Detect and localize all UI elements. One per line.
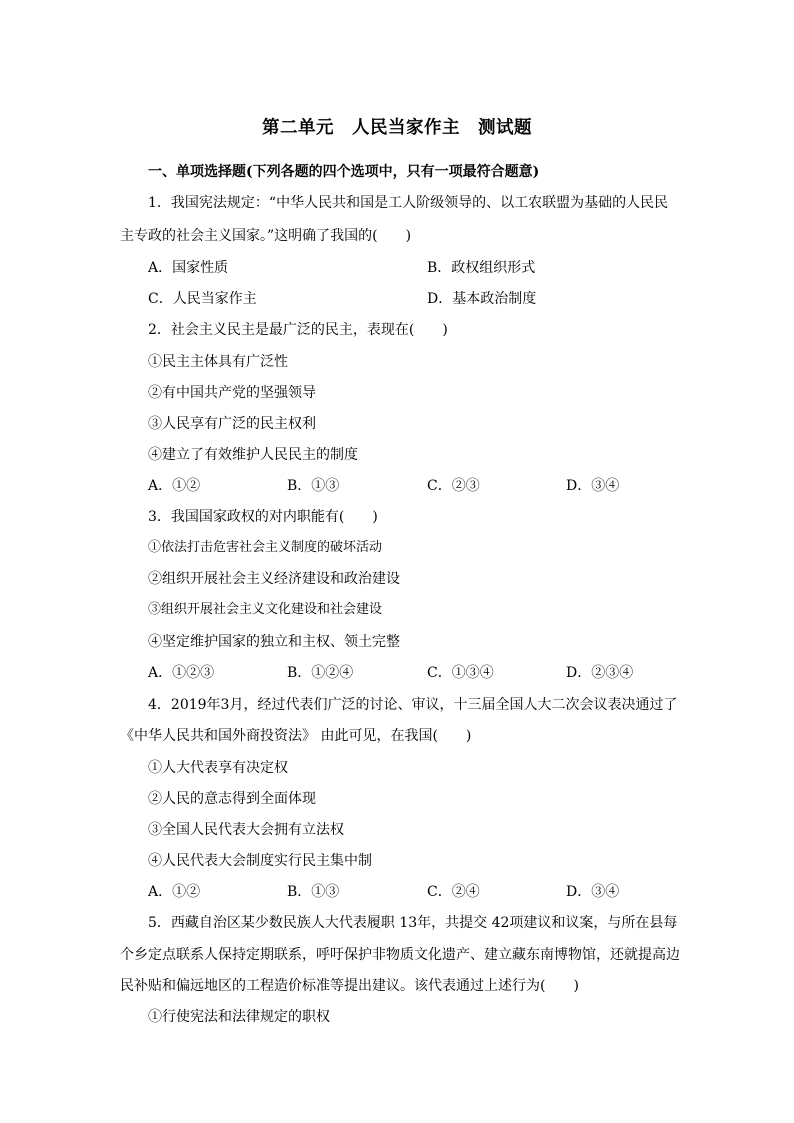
question-1-stem-line1: 1．我国宪法规定：“中华人民共和国是工人阶级领导的、以工农联盟为基础的人民民 xyxy=(148,195,669,211)
question-3-option-b: B．①②④ xyxy=(287,665,354,681)
question-5-stem-line3: 民补贴和偏远地区的工程造价标准等提出建议。该代表通过上述行为( ) xyxy=(120,978,579,994)
question-4-stem-line2: 《中华人民共和国外商投资法》 由此可见，在我国( ) xyxy=(120,728,472,744)
question-4-item-4: ④人民代表大会制度实行民主集中制 xyxy=(148,853,372,869)
section-heading: 一、单项选择题(下列各题的四个选项中，只有一项最符合题意) xyxy=(148,164,540,180)
question-2-option-c: C．②③ xyxy=(427,478,480,494)
question-2-item-2: ②有中国共产党的坚强领导 xyxy=(148,385,316,401)
question-1-stem-line2: 主专政的社会主义国家。”这明确了我国的( ) xyxy=(120,228,412,244)
question-2-option-b: B．①③ xyxy=(287,478,340,494)
question-4-item-1: ①人大代表享有决定权 xyxy=(148,760,288,776)
question-4-option-a: A．①② xyxy=(148,884,201,900)
question-5-stem-line2: 个乡定点联系人保持定期联系，呼吁保护非物质文化遗产、建立藏东南博物馆，还就提高边 xyxy=(120,947,680,963)
question-2-item-1: ①民主主体具有广泛性 xyxy=(148,354,288,370)
question-2-option-d: D．③④ xyxy=(566,478,620,494)
question-3-stem: 3．我国国家政权的对内职能有( ) xyxy=(148,509,378,525)
question-4-option-b: B．①③ xyxy=(287,884,340,900)
question-1-option-a: A．国家性质 xyxy=(148,260,229,276)
question-5-item-1: ①行使宪法和法律规定的职权 xyxy=(148,1009,330,1025)
question-1-option-c: C．人民当家作主 xyxy=(148,291,257,307)
question-2-item-4: ④建立了有效维护人民民主的制度 xyxy=(148,447,358,463)
question-1-option-d: D．基本政治制度 xyxy=(427,291,537,307)
question-4-option-d: D．③④ xyxy=(566,884,620,900)
question-3-item-3: ③组织开展社会主义文化建设和社会建设 xyxy=(148,602,383,617)
question-3-item-4: ④坚定维护国家的独立和主权、领土完整 xyxy=(148,634,400,650)
question-4-item-2: ②人民的意志得到全面体现 xyxy=(148,791,316,807)
question-3-item-2: ②组织开展社会主义经济建设和政治建设 xyxy=(148,571,400,587)
question-4-item-3: ③全国人民代表大会拥有立法权 xyxy=(148,822,344,838)
question-2-item-3: ③人民享有广泛的民主权利 xyxy=(148,416,316,432)
question-4-option-c: C．②④ xyxy=(427,884,480,900)
question-3-option-c: C．①③④ xyxy=(427,665,494,681)
question-1-option-b: B．政权组织形式 xyxy=(427,260,536,276)
question-3-option-a: A．①②③ xyxy=(148,665,215,681)
question-5-stem-line1: 5．西藏自治区某少数民族人大代表履职 13年，共提交 42项建议和议案，与所在县每 xyxy=(148,915,678,931)
question-3-item-1: ①依法打击危害社会主义制度的破坏活动 xyxy=(148,540,383,555)
page-title: 第二单元 人民当家作主 测试题 xyxy=(262,118,532,138)
question-2-stem: 2．社会主义民主是最广泛的民主，表现在( ) xyxy=(148,322,448,338)
question-4-stem-line1: 4．2019年3月，经过代表们广泛的讨论、审议，十三届全国人大二次会议表决通过了 xyxy=(148,697,678,713)
question-3-option-d: D．②③④ xyxy=(566,665,634,681)
question-2-option-a: A．①② xyxy=(148,478,201,494)
